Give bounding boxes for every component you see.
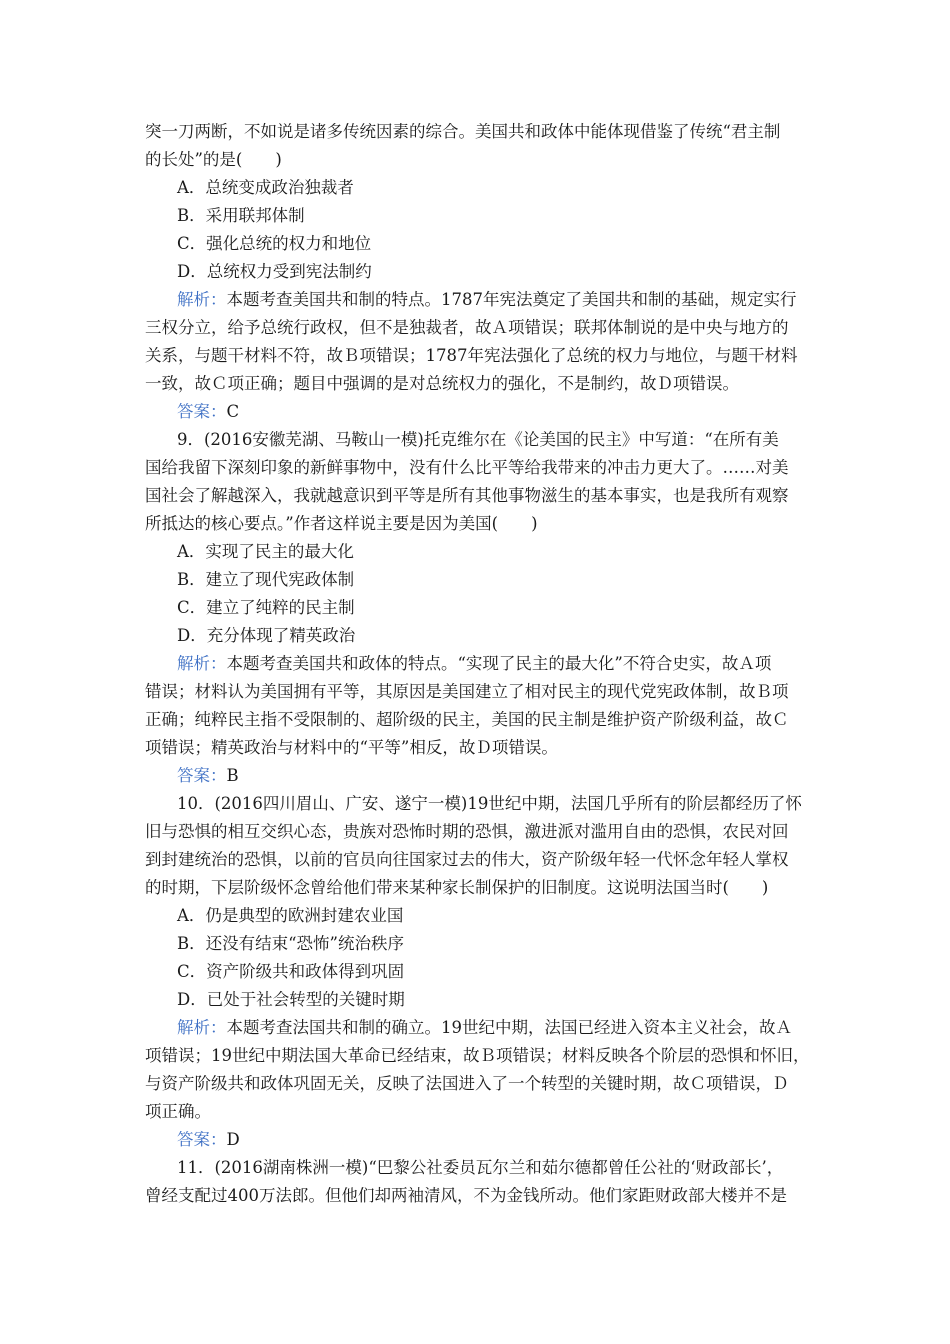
q10-analysis-line: 项正确。 <box>145 1102 211 1121</box>
q10-stem-line: 到封建统治的恐惧，以前的官员向往国家过去的伟大，资产阶级年轻一代怀念年轻人掌权 <box>145 850 789 869</box>
q9-answer <box>177 762 239 790</box>
answer-label: 答案： <box>177 402 227 421</box>
q8-option-b: B．采用联邦体制 <box>177 206 305 225</box>
q9-stem-line: 国社会了解越深入，我就越意识到平等是所有其他事物滋生的基本事实，也是我所有观察 <box>145 486 789 505</box>
q8-analysis-line: 一致，故Ｃ项正确；题目中强调的是对总统权力的强化，不是制约，故Ｄ项错误。 <box>145 374 739 393</box>
analysis-label: 解析： <box>177 654 227 673</box>
analysis-text: 本题考查美国共和政体的特点。“实现了民主的最大化”不符合史实，故Ａ项 <box>226 654 772 673</box>
q9-option-c: C．建立了纯粹的民主制 <box>177 598 355 617</box>
analysis-label: 解析： <box>177 290 227 309</box>
answer-value: D <box>226 1130 240 1149</box>
q10-analysis-line: 与资产阶级共和政体巩固无关，反映了法国进入了一个转型的关键时期，故Ｃ项错误，Ｄ <box>145 1074 789 1093</box>
q8-stem-line: 的长处”的是( ) <box>145 150 282 169</box>
q8-analysis-line: 三权分立，给予总统行政权，但不是独裁者，故Ａ项错误；联邦体制说的是中央与地方的 <box>145 318 789 337</box>
q8-option-d: D．总统权力受到宪法制约 <box>177 262 372 281</box>
answer-value: C <box>226 402 240 421</box>
analysis-text: 本题考查法国共和制的确立。19世纪中期，法国已经进入资本主义社会，故Ａ <box>226 1018 792 1037</box>
q10-option-b: B．还没有结束“恐怖”统治秩序 <box>177 934 404 953</box>
q8-answer <box>177 398 239 426</box>
q9-option-b: B．建立了现代宪政体制 <box>177 570 355 589</box>
q9-stem-line: 国给我留下深刻印象的新鲜事物中，没有什么比平等给我带来的冲击力更大了。……对美 <box>145 458 789 477</box>
q9-analysis-line: 错误；材料认为美国拥有平等，其原因是美国建立了相对民主的现代党宪政体制，故Ｂ项 <box>145 682 789 701</box>
q11-stem-first: 11．(2016湖南株洲一模)“巴黎公社委员瓦尔兰和茹尔德都曾任公社的‘财政部长’， <box>177 1158 784 1177</box>
q9-option-d: D．充分体现了精英政治 <box>177 626 356 645</box>
q10-option-a: A．仍是典型的欧洲封建农业国 <box>177 906 404 925</box>
q10-answer <box>177 1126 240 1154</box>
q9-analysis-line: 正确；纯粹民主指不受限制的、超阶级的民主，美国的民主制是维护资产阶级利益，故Ｃ <box>145 710 789 729</box>
q10-option-c: C．资产阶级共和政体得到巩固 <box>177 962 405 981</box>
q9-stem-first: 9．(2016安徽芜湖、马鞍山一模)托克维尔在《论美国的民主》中写道：“在所有美 <box>177 430 779 449</box>
answer-label: 答案： <box>177 1130 227 1149</box>
q10-stem-line: 旧与恐惧的相互交织心态，贵族对恐怖时期的恐惧，激进派对滥用自由的恐惧，农民对回 <box>145 822 789 841</box>
q8-analysis-line: 关系，与题干材料不符，故Ｂ项错误；1787年宪法强化了总统的权力与地位，与题干材料 <box>145 346 798 365</box>
q10-option-d: D．已处于社会转型的关键时期 <box>177 990 405 1009</box>
q10-stem-first: 10．(2016四川眉山、广安、遂宁一模)19世纪中期，法国几乎所有的阶层都经历了怀 <box>177 794 802 813</box>
q8-option-c: C．强化总统的权力和地位 <box>177 234 372 253</box>
q8-option-a: A．总统变成政治独裁者 <box>177 178 354 197</box>
q10-analysis-line: 项错误；19世纪中期法国大革命已经结束，故Ｂ项错误；材料反映各个阶层的恐惧和怀旧， <box>145 1046 810 1065</box>
q8-stem-line: 突一刀两断，不如说是诸多传统因素的综合。美国共和政体中能体现借鉴了传统“君主制 <box>145 122 781 141</box>
q9-analysis-first <box>177 650 771 678</box>
answer-label: 答案： <box>177 766 227 785</box>
q10-analysis-first <box>177 1014 792 1042</box>
q9-analysis-line: 项错误；精英政治与材料中的“平等”相反，故Ｄ项错误。 <box>145 738 558 757</box>
q8-analysis-first <box>177 286 797 314</box>
analysis-label: 解析： <box>177 1018 227 1037</box>
q9-stem-line: 所抵达的核心要点。”作者这样说主要是因为美国( ) <box>145 514 538 533</box>
answer-value: B <box>226 766 239 785</box>
analysis-text: 本题考查美国共和制的特点。1787年宪法奠定了美国共和制的基础，规定实行 <box>226 290 797 309</box>
q9-option-a: A．实现了民主的最大化 <box>177 542 354 561</box>
q10-stem-line: 的时期，下层阶级怀念曾给他们带来某种家长制保护的旧制度。这说明法国当时( ) <box>145 878 769 897</box>
q11-stem-line: 曾经支配过400万法郎。但他们却两袖清风，不为金钱所动。他们家距财政部大楼并不是 <box>145 1186 787 1205</box>
